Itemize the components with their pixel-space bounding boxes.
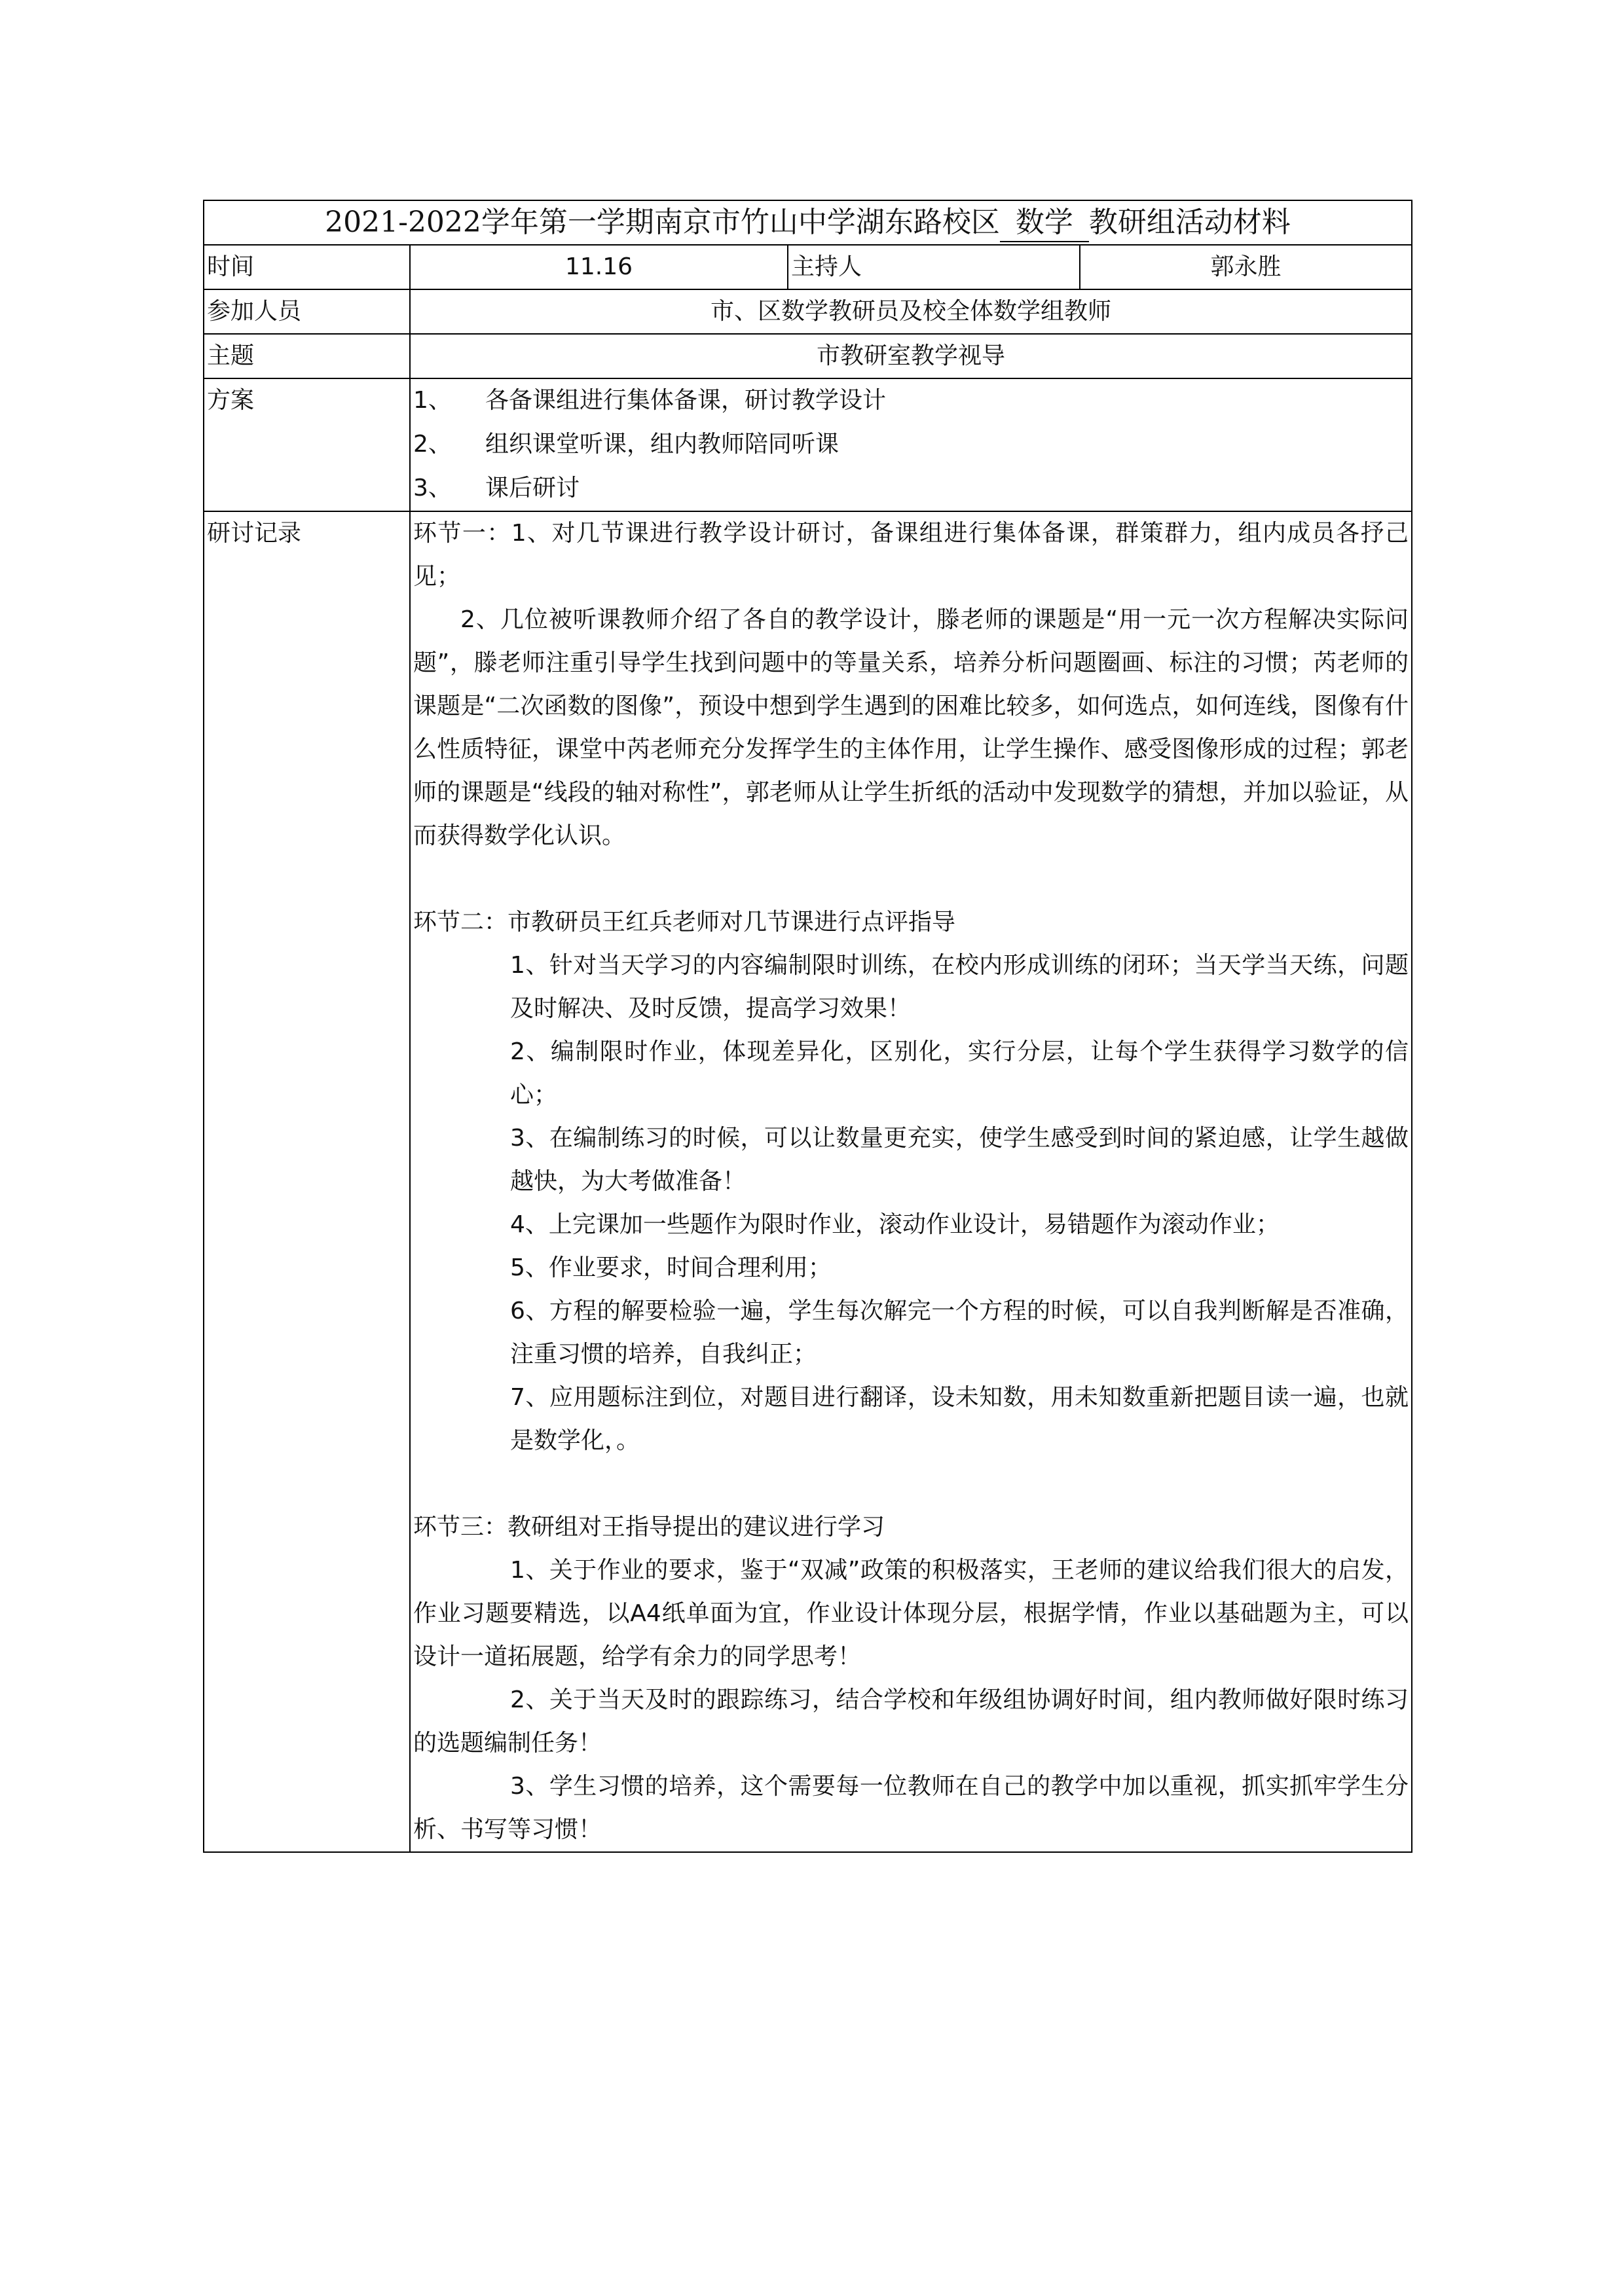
host-value: 郭永胜: [1080, 245, 1412, 289]
plan-item-text: 组织课堂听课，组内教师陪同听课: [485, 431, 840, 458]
topic-label: 主题: [204, 334, 410, 378]
participants-label: 参加人员: [204, 289, 410, 334]
plan-item-number: 1、: [413, 387, 452, 414]
section3-item: 1、关于作业的要求，鉴于“双减”政策的积极落实，王老师的建议给我们很大的启发，作业习题要精选，以A4纸单面为宜，作业设计体现分层，根据学情，作业以基础题为主，可以设计一道拓展题，给学有余力的同学思考！: [413, 1557, 1409, 1670]
participants-row: [204, 289, 1412, 334]
section2-heading: 环节二：市教研员王红兵老师对几节课进行点评指导: [413, 909, 956, 936]
plan-row: [204, 378, 1412, 511]
participants-value: 市、区数学教研员及校全体数学组教师: [410, 289, 1412, 334]
section2-item: 7、应用题标注到位，对题目进行翻译，设未知数，用未知数重新把题目读一遍，也就是数学化，。: [510, 1384, 1409, 1454]
time-label: 时间: [204, 245, 410, 289]
host-label: 主持人: [788, 245, 1080, 289]
section2-item: 6、方程的解要检验一遍，学生每次解完一个方程的时候，可以自我判断解是否准确，注重习惯的培养，自我纠正；: [510, 1298, 1409, 1368]
record-label: 研讨记录: [204, 511, 410, 1852]
record-row: [204, 511, 1412, 1852]
blank-line: [413, 1463, 1409, 1506]
section2-item: 2、编制限时作业，体现差异化，区别化，实行分层，让每个学生获得学习数学的信心；: [510, 1038, 1409, 1108]
plan-item-text: 各备课组进行集体备课，研讨教学设计: [485, 387, 887, 414]
section1-paragraph: 环节一：1、对几节课进行教学设计研讨，备课组进行集体备课，群策群力，组内成员各抒己见；: [413, 520, 1409, 590]
section3-item: 3、学生习惯的培养，这个需要每一位教师在自己的教学中加以重视，抓实抓牢学生分析、书写等习惯！: [413, 1773, 1409, 1843]
time-row: [204, 245, 1412, 289]
document-title: [204, 200, 1412, 245]
plan-item-text: 课后研讨: [485, 475, 580, 501]
title-subject: 数学: [1000, 204, 1089, 242]
title-suffix: 教研组活动材料: [1088, 206, 1291, 239]
section2-item: 4、上完课加一些题作为限时作业，滚动作业设计，易错题作为滚动作业；: [510, 1211, 1280, 1238]
title-row: [204, 200, 1412, 245]
topic-value: 市教研室教学视导: [410, 334, 1412, 378]
section2-item: 5、作业要求，时间合理利用；: [510, 1254, 832, 1281]
section3-item: 2、关于当天及时的跟踪练习，结合学校和年级组协调好时间，组内教师做好限时练习的选题编制任务！: [413, 1686, 1409, 1757]
section2-item: 1、针对当天学习的内容编制限时训练，在校内形成训练的闭环；当天学当天练，问题及时解决、及时反馈，提高学习效果！: [510, 952, 1409, 1022]
plan-label: 方案: [204, 378, 410, 511]
plan-item-number: 3、: [413, 475, 452, 501]
plan-item: [413, 423, 1409, 467]
plan-item: [413, 467, 1409, 511]
plan-item-number: 2、: [413, 431, 452, 458]
section1-paragraph: 2、几位被听课教师介绍了各自的教学设计，滕老师的课题是“用一元一次方程解决实际问题”，滕老师注重引导学生找到问题中的等量关系，培养分析问题圈画、标注的习惯；芮老师的课题是“二次函数的图像”，预设中想到学生遇到的困难比较多，如何选点，如何连线，图像有什么性质特征，课堂中芮老师充分发挥学生的主体作用，让学生操作、感受图像形成的过程；郭老师的课题是“线段的轴对称性”，郭老师从让学生折纸的活动中发现数学的猜想，并加以验证，从而获得数学化认识。: [413, 606, 1409, 849]
record-content: [410, 511, 1412, 1852]
title-prefix: 2021-2022学年第一学期南京市竹山中学湖东路校区: [325, 206, 1000, 239]
section3-heading: 环节三：教研组对王指导提出的建议进行学习: [413, 1514, 885, 1540]
topic-row: [204, 334, 1412, 378]
plan-content: [410, 378, 1412, 511]
blank-line: [413, 858, 1409, 901]
time-value: 11.16: [410, 245, 788, 289]
section2-item: 3、在编制练习的时候，可以让数量更充实，使学生感受到时间的紧迫感，让学生越做越快，为大考做准备！: [510, 1125, 1409, 1195]
plan-item: [413, 379, 1409, 423]
activity-record-table: [203, 200, 1412, 1853]
